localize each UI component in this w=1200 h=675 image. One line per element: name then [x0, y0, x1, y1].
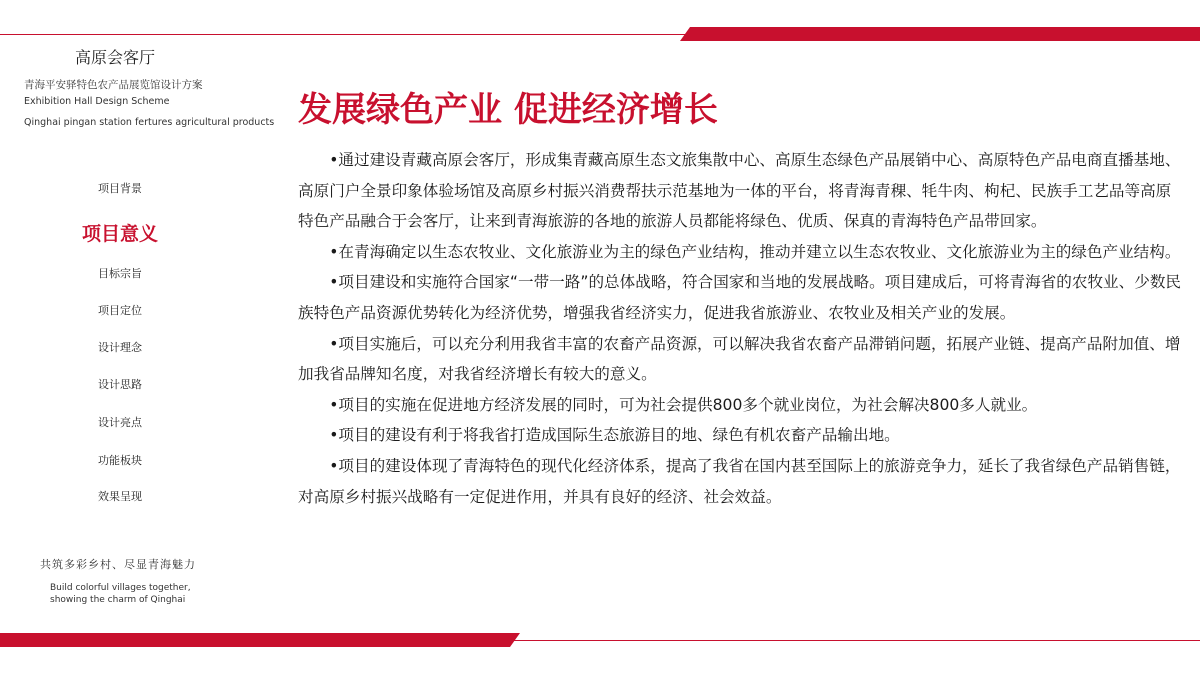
sidebar-item-significance[interactable]: 项目意义 — [81, 223, 158, 245]
paragraph: •项目的建设体现了青海特色的现代化经济体系，提高了我省在国内甚至国际上的旅游竞争力，延长了我省绿色产品销售链，对高原乡村振兴战略有一定促进作用，并具有良好的经济、社会效益。 — [298, 456, 1181, 506]
bottom-rule-line — [500, 640, 1200, 641]
paragraph: •项目的实施在促进地方经济发展的同时，可为社会提供800多个就业岗位，为社会解决800多人就业。 — [329, 395, 1038, 414]
project-subtitle-en: Exhibition Hall Design Scheme — [24, 96, 170, 107]
slogan-cn: 共筑多彩乡村、尽显青海魅力 — [40, 558, 196, 571]
project-subtitle: 青海平安驿特色农产品展览馆设计方案 — [24, 79, 203, 91]
top-accent-bar — [690, 27, 1200, 41]
sidebar-item-renderings[interactable]: 效果呈现 — [98, 490, 142, 503]
brand-title: 高原会客厅 — [75, 48, 156, 67]
paragraph: •项目实施后，可以充分利用我省丰富的农畜产品资源，可以解决我省农畜产品滞销问题，拓展产业链、提高产品附加值、增加我省品牌知名度，对我省经济增长有较大的意义。 — [298, 334, 1181, 384]
sidebar-item-design-concept[interactable]: 设计理念 — [98, 341, 142, 354]
paragraph: •项目建设和实施符合国家“一带一路”的总体战略，符合国家和当地的发展战略。项目建成后，可将青海省的农牧业、少数民族特色产品资源优势转化为经济优势，增强我省经济实力，促进我省旅游业、农牧业及相关产业的发展。 — [298, 273, 1182, 322]
sidebar-item-functional-blocks[interactable]: 功能板块 — [98, 454, 142, 467]
paragraph: •通过建设青藏高原会客厅，形成集青藏高原生态文旅集散中心、高原生态绿色产品展销中心、高原特色产品电商直播基地、高原门户全景印象体验场馆及高原乡村振兴消费帮扶示范基地为一体的平台，将青海青稞、牦牛肉、枸杞、民族手工艺品等高原特色产品融合于会客厅，让来到青海旅游的各地的旅游人员都能将绿色、优质、保真的青海特色产品带回家。 — [298, 151, 1181, 231]
paragraph: •项目的建设有利于将我省打造成国际生态旅游目的地、绿色有机农畜产品输出地。 — [329, 426, 900, 445]
sidebar-item-positioning[interactable]: 项目定位 — [98, 304, 142, 317]
project-subtitle-en-2: Qinghai pingan station fertures agricultural products — [24, 117, 275, 128]
sidebar-item-design-highlights[interactable]: 设计亮点 — [98, 416, 142, 429]
slogan-en: Build colorful villages together, showing the charm of Qinghai — [50, 583, 191, 605]
sidebar-item-background[interactable]: 项目背景 — [98, 182, 142, 195]
bottom-accent-bar — [0, 633, 510, 647]
page-title: 发展绿色产业 促进经济增长 — [298, 90, 718, 130]
body-content — [298, 145, 1186, 512]
sidebar-item-objectives[interactable]: 目标宗旨 — [98, 267, 142, 280]
sidebar-item-design-approach[interactable]: 设计思路 — [98, 378, 142, 391]
paragraph: •在青海确定以生态农牧业、文化旅游业为主的绿色产业结构，推动并建立以生态农牧业、文化旅游业为主的绿色产业结构。 — [329, 242, 1181, 261]
top-rule-line — [0, 34, 700, 35]
